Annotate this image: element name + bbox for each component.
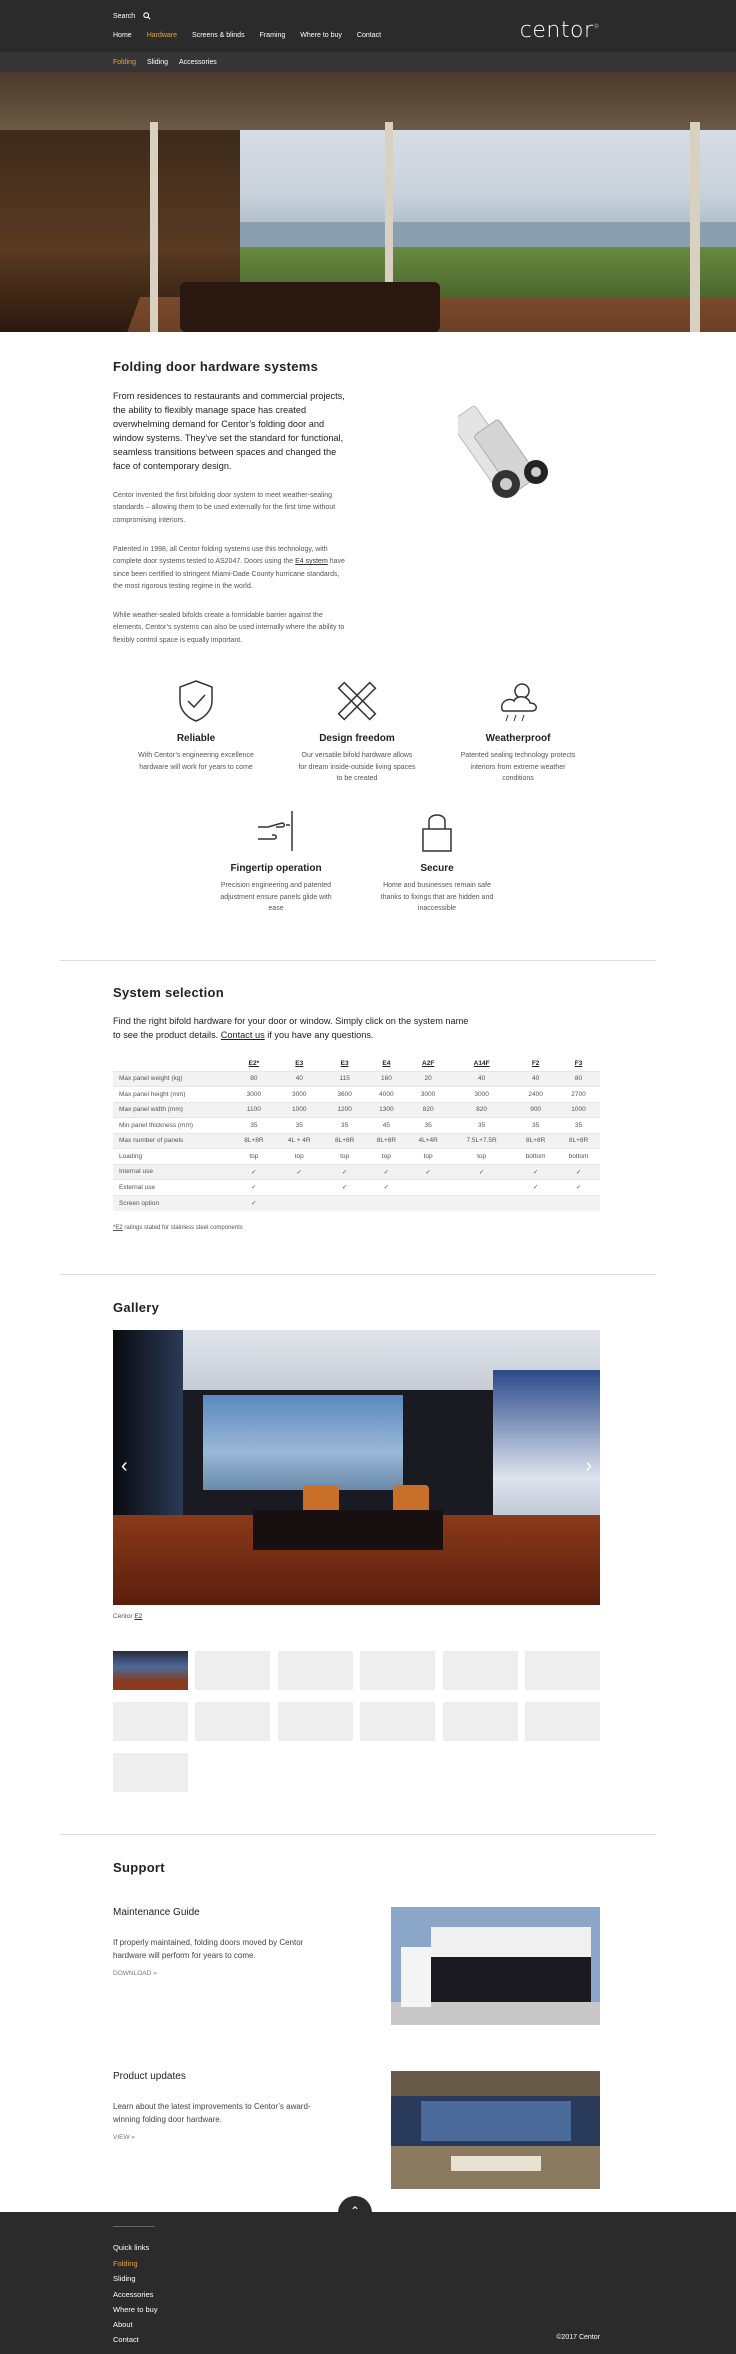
row-label: Max panel weight (kg) <box>113 1071 233 1087</box>
table-row <box>113 1180 600 1196</box>
feature-text: With Centor’s engineering excellence hardware will work for years to come <box>138 752 254 771</box>
gallery-thumbnail[interactable] <box>443 1702 518 1741</box>
table-cell: 2700 <box>557 1087 600 1103</box>
subnav-folding[interactable]: Folding <box>113 58 136 66</box>
e2-link[interactable]: E2 <box>134 1613 143 1620</box>
quick-links-title: Quick links <box>113 2243 150 2252</box>
row-label: Screen option <box>113 1195 233 1211</box>
table-cell <box>324 1195 366 1211</box>
table-cell <box>557 1195 600 1211</box>
table-cell: 80 <box>557 1071 600 1087</box>
feature-weatherproof <box>458 677 578 785</box>
table-cell: 8L+8R <box>557 1133 600 1149</box>
system-column-header[interactable]: A2F <box>422 1059 435 1067</box>
hand-push-icon <box>252 807 300 855</box>
table-cell: ✓ <box>449 1164 514 1180</box>
gallery-prev-arrow[interactable]: ‹ <box>121 1455 128 1477</box>
gallery-thumbnail[interactable] <box>360 1702 435 1741</box>
system-column-header[interactable]: E3 <box>340 1059 349 1067</box>
table-cell: 3600 <box>324 1087 366 1103</box>
table-cell: 8L+8R <box>324 1133 366 1149</box>
table-cell: 40 <box>449 1071 514 1087</box>
intro-paragraph: Patented in 1998, all Centor folding systems use this technology, with complete door systems tested to AS2047. Doors using the E4 system have since been certified to stringent Miami-Dade County hurricane standards, the most rigorous testing regime in the world. <box>113 546 345 590</box>
download-link[interactable]: DOWNLOAD » <box>113 1970 157 1977</box>
search-bar[interactable] <box>113 12 151 20</box>
table-row <box>113 1102 600 1118</box>
table-row <box>113 1195 600 1211</box>
row-label: Max number of panels <box>113 1133 233 1149</box>
table-cell <box>449 1180 514 1196</box>
table-cell: ✓ <box>324 1180 366 1196</box>
table-cell: ✓ <box>233 1180 275 1196</box>
table-footnote: *E2 ratings stated for stainless steel components <box>113 1224 243 1231</box>
intro-lead: From residences to restaurants and commercial projects, the ability to flexibly manage space has created overwhelming demand for Centor’s folding door and window systems. They’ve set the standard for functional, seamless transitions between spaces and changed the face of contemporary design. <box>113 391 345 471</box>
e4-system-link[interactable]: E4 system <box>295 558 328 566</box>
table-cell: 900 <box>514 1102 557 1118</box>
gallery-thumbnail[interactable] <box>525 1702 600 1741</box>
row-label: Min panel thickness (mm) <box>113 1118 233 1134</box>
table-cell: 35 <box>557 1118 600 1134</box>
table-cell: 115 <box>324 1071 366 1087</box>
table-cell: ✓ <box>233 1164 275 1180</box>
main-nav <box>113 32 381 39</box>
feature-secure <box>377 807 497 915</box>
feature-reliable <box>136 677 256 773</box>
table-cell: ✓ <box>514 1164 557 1180</box>
table-cell: bottom <box>514 1149 557 1165</box>
table-cell: top <box>407 1149 449 1165</box>
table-cell: 35 <box>324 1118 366 1134</box>
table-cell: 8L+8R <box>366 1133 408 1149</box>
feature-text: Our versatile bifold hardware allows for dream inside-outside living spaces to be created <box>298 752 416 782</box>
feature-text: Patented sealing technology protects interiors from extreme weather conditions <box>460 752 576 782</box>
card-title: Maintenance Guide <box>113 1907 200 1918</box>
system-column-header[interactable]: E3 <box>295 1059 304 1067</box>
row-label: Loading <box>113 1149 233 1165</box>
table-cell <box>407 1195 449 1211</box>
support-card-maintenance <box>113 1907 600 2049</box>
table-cell: ✓ <box>275 1164 324 1180</box>
table-cell: 820 <box>407 1102 449 1118</box>
system-column-header[interactable]: F2 <box>531 1059 540 1067</box>
card-title: Product updates <box>113 2071 186 2082</box>
support-card-updates <box>113 2071 600 2213</box>
table-cell <box>275 1180 324 1196</box>
pencil-ruler-icon <box>333 677 381 725</box>
feature-title: Weatherproof <box>485 733 551 744</box>
nav-hardware[interactable]: Hardware <box>146 32 178 39</box>
hero-image <box>0 72 736 332</box>
intro-paragraph: Centor invented the first bifolding door system to meet weather-sealing standards – allowing them to be used externally for the first time without compromising interiors. <box>113 492 336 524</box>
table-cell: 3000 <box>407 1087 449 1103</box>
system-selection-section <box>113 985 600 1231</box>
table-cell <box>449 1195 514 1211</box>
table-cell: 3000 <box>233 1087 275 1103</box>
table-cell: ✓ <box>233 1195 275 1211</box>
search-icon[interactable] <box>143 12 151 20</box>
table-cell: 1300 <box>366 1102 408 1118</box>
feature-title: Design freedom <box>319 733 395 744</box>
table-cell: ✓ <box>366 1164 408 1180</box>
table-cell: 4L+4R <box>407 1133 449 1149</box>
gallery-thumbnail[interactable] <box>360 1651 435 1690</box>
table-cell: ✓ <box>557 1164 600 1180</box>
table-cell <box>275 1195 324 1211</box>
hinge-product-image <box>458 392 558 512</box>
table-cell: 7.5L+7.5R <box>449 1133 514 1149</box>
row-label: Internal use <box>113 1164 233 1180</box>
nav-where-to-buy[interactable]: Where to buy <box>300 32 342 39</box>
copyright: ©2017 Centor <box>556 2334 600 2341</box>
search-label[interactable]: Search <box>113 12 136 20</box>
table-cell <box>514 1195 557 1211</box>
feature-text: Precision engineering and patented adjustment ensure panels glide with ease <box>220 882 332 912</box>
nav-screens-blinds[interactable]: Screens & blinds <box>192 32 245 39</box>
table-cell: top <box>366 1149 408 1165</box>
nav-home[interactable]: Home <box>113 32 132 39</box>
gallery-thumbnail[interactable] <box>195 1702 270 1741</box>
system-column-header[interactable]: F3 <box>574 1059 583 1067</box>
table-cell: ✓ <box>514 1180 557 1196</box>
footer-link-contact[interactable]: Contact <box>113 2335 139 2345</box>
table-row <box>113 1118 600 1134</box>
table-cell: 40 <box>275 1071 324 1087</box>
shield-check-icon <box>172 677 220 725</box>
card-text: Learn about the latest improvements to Centor’s award-winning folding door hardware. <box>113 2102 311 2124</box>
back-to-top-button[interactable]: ⌃ <box>338 2196 372 2230</box>
nav-contact[interactable]: Contact <box>356 32 382 39</box>
gallery-caption: Centor E2 <box>113 1613 143 1620</box>
table-cell: 2400 <box>514 1087 557 1103</box>
gallery-thumbnail[interactable] <box>113 1702 188 1741</box>
table-cell: ✓ <box>324 1164 366 1180</box>
contact-us-link[interactable]: Contact us <box>220 1030 265 1040</box>
table-row <box>113 1133 600 1149</box>
system-lead: Find the right bifold hardware for your door or window. Simply click on the system name to see the product details. Contact us if you have any questions. <box>113 1016 469 1040</box>
table-cell: ✓ <box>366 1180 408 1196</box>
footer-link-about[interactable]: About <box>113 2320 133 2330</box>
subnav-accessories[interactable]: Accessories <box>178 58 217 66</box>
feature-title: Reliable <box>176 733 216 744</box>
section-title: System selection <box>113 985 225 1000</box>
table-cell: top <box>324 1149 366 1165</box>
table-cell: 820 <box>449 1102 514 1118</box>
row-label: Max panel height (mm) <box>113 1087 233 1103</box>
table-cell: 35 <box>275 1118 324 1134</box>
footer-link-folding[interactable]: Folding <box>113 2259 138 2268</box>
row-label: External use <box>113 1180 233 1196</box>
table-cell: 40 <box>514 1071 557 1087</box>
subnav-sliding[interactable]: Sliding <box>146 58 168 66</box>
feature-text: Home and businesses remain safe thanks to fixings that are hidden and inaccessible <box>380 882 494 912</box>
system-table <box>113 1056 600 1211</box>
table-row <box>113 1071 600 1087</box>
site-header <box>0 0 736 52</box>
gallery-thumbnail[interactable] <box>278 1702 353 1741</box>
intro-paragraph: While weather-sealed bifolds create a formidable barrier against the elements, Centor’s systems can also be used internally where the ability to flexibly control space is equally important. <box>113 612 345 644</box>
table-cell: 35 <box>407 1118 449 1134</box>
table-cell: 4L + 4R <box>275 1133 324 1149</box>
table-cell: 8L+8R <box>514 1133 557 1149</box>
table-cell: bottom <box>557 1149 600 1165</box>
system-column-header[interactable]: E4 <box>382 1059 391 1067</box>
gallery-thumbnails <box>113 1651 600 1792</box>
table-cell <box>366 1195 408 1211</box>
footer-link-sliding[interactable]: Sliding <box>113 2274 136 2284</box>
table-cell: 3000 <box>449 1087 514 1103</box>
table-cell: 1100 <box>233 1102 275 1118</box>
page-title: Folding door hardware systems <box>113 359 319 374</box>
quick-links <box>113 2244 158 2348</box>
table-row <box>113 1087 600 1103</box>
gallery-thumbnail[interactable] <box>195 1651 270 1690</box>
table-cell: 1000 <box>557 1102 600 1118</box>
table-cell: 35 <box>514 1118 557 1134</box>
weather-icon <box>494 677 542 725</box>
table-cell: 1200 <box>324 1102 366 1118</box>
nav-framing[interactable]: Framing <box>259 32 286 39</box>
table-cell: 35 <box>233 1118 275 1134</box>
section-divider <box>60 960 656 961</box>
table-cell: 8L+8R <box>233 1133 275 1149</box>
table-cell: top <box>233 1149 275 1165</box>
table-cell: ✓ <box>407 1164 449 1180</box>
view-link[interactable]: VIEW » <box>113 2134 136 2141</box>
gallery-thumbnail[interactable] <box>113 1651 188 1690</box>
table-cell <box>407 1180 449 1196</box>
feature-title: Secure <box>420 863 454 874</box>
table-cell: 35 <box>449 1118 514 1134</box>
gallery-thumbnail[interactable] <box>278 1651 353 1690</box>
section-title: Support <box>113 1860 165 1875</box>
section-divider <box>60 1834 656 1835</box>
feature-fingertip-operation <box>216 807 336 915</box>
table-cell: top <box>449 1149 514 1165</box>
table-cell: ✓ <box>557 1180 600 1196</box>
footer-link-where-to-buy[interactable]: Where to buy <box>113 2304 158 2314</box>
system-column-header[interactable]: A14F <box>473 1059 490 1067</box>
support-section <box>113 1860 600 2213</box>
table-cell: 20 <box>407 1071 449 1087</box>
card-text: If properly maintained, folding doors moved by Centor hardware will perform for years to come. <box>113 1938 304 1960</box>
footer-link-accessories[interactable]: Accessories <box>113 2289 154 2299</box>
gallery-thumbnail[interactable] <box>443 1651 518 1690</box>
gallery-next-arrow[interactable]: › <box>585 1455 592 1477</box>
feature-design-freedom <box>297 677 417 785</box>
row-label: Max panel width (mm) <box>113 1102 233 1118</box>
intro-section <box>0 332 736 912</box>
padlock-icon <box>413 807 461 855</box>
centor-logo[interactable]: centor® <box>519 18 600 43</box>
sub-nav <box>0 52 736 72</box>
gallery-thumbnail[interactable] <box>113 1753 188 1792</box>
product-updates-image[interactable] <box>391 2071 600 2189</box>
maintenance-image[interactable] <box>391 1907 600 2025</box>
table-cell: 45 <box>366 1118 408 1134</box>
table-row <box>113 1164 600 1180</box>
feature-title: Fingertip operation <box>230 863 322 874</box>
table-cell: 1000 <box>275 1102 324 1118</box>
site-footer <box>0 2204 736 2354</box>
gallery-thumbnail[interactable] <box>525 1651 600 1690</box>
table-cell: 3000 <box>275 1087 324 1103</box>
system-column-header[interactable]: E2* <box>248 1059 260 1067</box>
table-cell: 4000 <box>366 1087 408 1103</box>
gallery-main-image[interactable] <box>113 1330 600 1605</box>
table-cell: 160 <box>366 1071 408 1087</box>
gallery-section <box>113 1300 600 1792</box>
section-title: Gallery <box>113 1300 160 1315</box>
table-cell: 80 <box>233 1071 275 1087</box>
table-row <box>113 1149 600 1165</box>
section-divider <box>60 1274 656 1275</box>
table-cell: top <box>275 1149 324 1165</box>
